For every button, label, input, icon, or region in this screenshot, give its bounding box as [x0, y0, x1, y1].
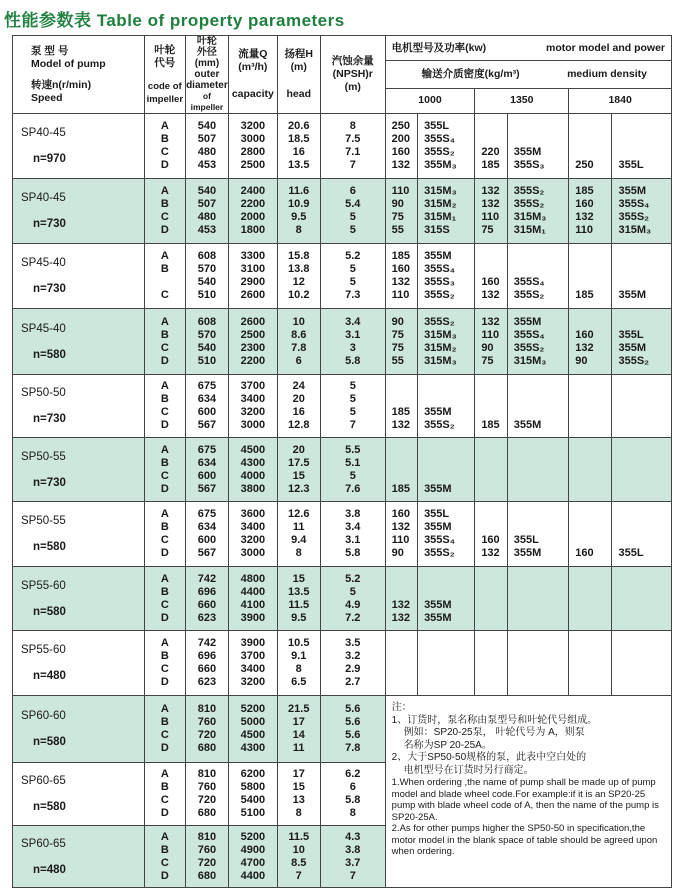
- npsh-cell: 4.3 3.8 3.7 7: [320, 826, 385, 888]
- pump-model: SP60-65: [21, 837, 66, 850]
- impeller-code-cell: A B C D: [144, 309, 185, 375]
- pump-model-cell: [13, 826, 145, 888]
- note-cn-1c: 名称为SP 20-25A。: [403, 739, 492, 751]
- motor-model-1840: 355L: [612, 114, 672, 179]
- motor-model-1350: [507, 631, 569, 696]
- pump-model: SP60-65: [21, 775, 66, 787]
- pump-model: SP50-55: [21, 515, 66, 527]
- pump-model: SP45-40: [21, 257, 66, 269]
- page-title: [4, 6, 345, 31]
- motor-model-1840: [612, 631, 672, 696]
- head-cell: 21.5 17 14 11: [277, 696, 320, 763]
- head-cell: 20 17.5 15 12.3: [277, 438, 320, 502]
- capacity-cell: 5200 5000 4500 4300: [229, 696, 278, 763]
- pump-speed: n=730: [33, 218, 66, 230]
- motor-power-1350: 160 132: [475, 244, 507, 309]
- motor-model-1000: 355L 355M 355S₄ 355S₂: [418, 502, 475, 567]
- pump-group-row: [13, 696, 672, 763]
- pump-group-row: [13, 179, 672, 244]
- motor-model-1350: 355S₂ 355S₂ 315M₃ 315M₁: [507, 179, 569, 244]
- motor-model-1000: 355M: [418, 438, 475, 502]
- motor-power-1840: [569, 631, 612, 696]
- pump-model-cell: [13, 244, 145, 309]
- head-cell: 15 13.5 11.5 9.5: [277, 567, 320, 631]
- motor-power-1000: 132 132: [385, 567, 417, 631]
- pump-model: SP55-60: [21, 579, 66, 592]
- notes-panel: [385, 696, 671, 888]
- motor-model-1000: [418, 631, 475, 696]
- diameter-cell: 675 634 600 567: [185, 375, 228, 438]
- head-cell: 12.6 11 9.4 8: [277, 502, 320, 567]
- head-cell: 24 20 16 12.8: [277, 375, 320, 438]
- motor-power-1840: [569, 438, 612, 502]
- pump-model-cell: [13, 375, 145, 438]
- pump-model-cell: [13, 502, 145, 567]
- diameter-cell: 540 507 480 453: [185, 114, 228, 179]
- diameter-cell: 742 696 660 623: [185, 567, 228, 631]
- note-cn-1: 1、订货时，泵名称由泵型号和叶轮代号组成。: [391, 714, 598, 726]
- diameter-cell: 810 760 720 680: [185, 826, 228, 888]
- note-en-1: 1.When ordering ,the name of pump shall be made up of pump model and blade wheel code.For example:if it is an SP20-25 pump with blade wheel code of A, then the name of the pump is SP20-25A.: [391, 777, 659, 823]
- head-cell: 15.8 13.8 12 10.2: [277, 244, 320, 309]
- motor-power-1350: 160 132: [475, 502, 507, 567]
- motor-model-1000: 355L 355S₄ 355S₂ 355M₃: [418, 114, 475, 179]
- motor-model-1840: 355L: [612, 502, 672, 567]
- impeller-code-cell: A B C D: [144, 567, 185, 631]
- motor-power-1840: 250: [569, 114, 612, 179]
- motor-model-1350: 355M 355S₄ 355S₂ 315M₃: [507, 309, 569, 375]
- pump-group-row: [13, 244, 672, 309]
- pump-speed: n=730: [33, 476, 66, 489]
- npsh-cell: 6 5.4 5 5: [320, 179, 385, 244]
- motor-power-1000: 250 200 160 132: [385, 114, 417, 179]
- motor-power-1000: [385, 631, 417, 696]
- capacity-cell: 4800 4400 4100 3900: [229, 567, 278, 631]
- header-density: 输送介质密度(kg/m³) medium density: [385, 61, 671, 89]
- pump-group-row: [13, 309, 672, 375]
- motor-power-1350: 185: [475, 375, 507, 438]
- motor-power-1840: 185: [569, 244, 612, 309]
- impeller-code-cell: A B C D: [144, 631, 185, 696]
- diameter-cell: 810 760 720 680: [185, 763, 228, 826]
- impeller-code-cell: A B C D: [144, 696, 185, 763]
- motor-model-1000: 355M 355S₄ 355S₃ 355S₂: [418, 244, 475, 309]
- motor-power-1350: [475, 567, 507, 631]
- motor-power-1350: 220 185: [475, 114, 507, 179]
- note-cn-2b: 电机型号在订货时另行商定。: [403, 764, 534, 776]
- npsh-cell: 3.5 3.2 2.9 2.7: [320, 631, 385, 696]
- capacity-cell: 3700 3400 3200 3000: [229, 375, 278, 438]
- impeller-code-cell: A B C D: [144, 502, 185, 567]
- title-cn: 性能参数表: [4, 11, 92, 31]
- capacity-cell: 6200 5800 5400 5100: [229, 763, 278, 826]
- pump-speed: n=580: [33, 541, 66, 553]
- motor-power-1840: 160: [569, 502, 612, 567]
- property-table: [12, 35, 672, 888]
- motor-model-1000: 355M 355S₂: [418, 375, 475, 438]
- npsh-cell: 5.2 5 4.9 7.2: [320, 567, 385, 631]
- head-cell: 10 8.6 7.8 6: [277, 309, 320, 375]
- capacity-cell: 4500 4300 4000 3800: [229, 438, 278, 502]
- impeller-code-cell: A B C: [144, 244, 185, 309]
- impeller-code-cell: A B C D: [144, 114, 185, 179]
- header-head: 扬程H (m) head: [277, 36, 320, 114]
- diameter-cell: 675 634 600 567: [185, 438, 228, 502]
- header-npsh: 汽蚀余量 (NPSH)r (m): [320, 36, 385, 114]
- motor-model-1350: 355L 355M: [507, 502, 569, 567]
- impeller-code-cell: A B C D: [144, 375, 185, 438]
- pump-group-row: [13, 631, 672, 696]
- motor-power-1000: 160 132 110 90: [385, 502, 417, 567]
- motor-power-1350: 132 132 110 75: [475, 179, 507, 244]
- pump-model-cell: [13, 696, 145, 763]
- diameter-cell: 675 634 600 567: [185, 502, 228, 567]
- pump-group-row: [13, 114, 672, 179]
- pump-group-row: [13, 502, 672, 567]
- head-cell: 11.5 10 8.5 7: [277, 826, 320, 888]
- head-cell: 11.6 10.9 9.5 8: [277, 179, 320, 244]
- capacity-cell: 5200 4900 4700 4400: [229, 826, 278, 888]
- pump-model: SP45-40: [21, 322, 66, 335]
- pump-model-cell: [13, 438, 145, 502]
- npsh-cell: 5.6 5.6 5.6 7.8: [320, 696, 385, 763]
- capacity-cell: 3600 3400 3200 3000: [229, 502, 278, 567]
- head-cell: 17 15 13 8: [277, 763, 320, 826]
- pump-model: SP55-60: [21, 644, 66, 656]
- motor-model-1840: 355L 355M 355S₂: [612, 309, 672, 375]
- pump-speed: n=580: [33, 736, 66, 748]
- header-diameter: 叶轮 外径 (mm) outer diameter of impeller: [186, 36, 228, 112]
- pump-model-cell: [13, 309, 145, 375]
- motor-model-1350: 355M 355S₃: [507, 114, 569, 179]
- motor-power-1840: [569, 375, 612, 438]
- diameter-cell: 540 507 480 453: [185, 179, 228, 244]
- motor-power-1000: 185 132: [385, 375, 417, 438]
- motor-power-1000: 185 160 132 110: [385, 244, 417, 309]
- header-impeller-code: 叶轮 代号 code of impeller: [144, 36, 185, 114]
- pump-speed: n=730: [33, 413, 66, 425]
- npsh-cell: 6.2 6 5.8 8: [320, 763, 385, 826]
- pump-model-cell: [13, 114, 145, 179]
- density-1000: 1000: [385, 88, 475, 113]
- pump-model-cell: [13, 631, 145, 696]
- pump-speed: n=580: [33, 801, 66, 813]
- note-cn-2: 2、大于SP50-50规格的泵，此表中空白处的: [391, 752, 587, 763]
- head-cell: 20.6 18.5 16 13.5: [277, 114, 320, 179]
- npsh-cell: 3.8 3.4 3.1 5.8: [320, 502, 385, 567]
- pump-model: SP50-55: [21, 450, 66, 463]
- density-1840: 1840: [569, 88, 672, 113]
- pump-model: SP40-45: [21, 127, 66, 139]
- pump-model: SP40-45: [21, 192, 66, 204]
- header-pump-model: 泵 型 号 Model of pump 转速n(r/min) Speed: [13, 36, 145, 114]
- diameter-cell: 608 570 540 510: [185, 244, 228, 309]
- pump-group-row: [13, 438, 672, 502]
- pump-model: SP60-60: [21, 710, 66, 722]
- motor-model-1000: 355S₂ 315M₃ 315M₂ 315M₃: [418, 309, 475, 375]
- motor-power-1350: 132 110 90 75: [475, 309, 507, 375]
- motor-power-1000: 185: [385, 438, 417, 502]
- motor-power-1000: 90 75 75 55: [385, 309, 417, 375]
- note-en-2: 2.As for other pumps higher the SP50-50 in specification,the motor model in the blank space of table should be agreed upon when ordering.: [391, 823, 658, 857]
- capacity-cell: 3300 3100 2900 2600: [229, 244, 278, 309]
- motor-model-1840: 355M: [612, 244, 672, 309]
- motor-model-1000: 315M₃ 315M₂ 315M₁ 315S: [418, 179, 475, 244]
- impeller-code-cell: A B C D: [144, 826, 185, 888]
- motor-model-1840: 355M 355S₄ 355S₂ 315M₃: [612, 179, 672, 244]
- diameter-cell: 810 760 720 680: [185, 696, 228, 763]
- motor-power-1840: [569, 567, 612, 631]
- npsh-cell: 5.2 5 5 7.3: [320, 244, 385, 309]
- motor-model-1350: [507, 567, 569, 631]
- head-cell: 10.5 9.1 8 6.5: [277, 631, 320, 696]
- pump-speed: n=580: [33, 605, 66, 618]
- diameter-cell: 608 570 540 510: [185, 309, 228, 375]
- pump-group-row: [13, 375, 672, 438]
- impeller-code-cell: A B C D: [144, 438, 185, 502]
- motor-model-1840: [612, 438, 672, 502]
- note-cn-1b: 例如：SP20-25泵， 叶轮代号为 A，则泵: [403, 727, 585, 738]
- pump-model: SP50-50: [21, 387, 66, 399]
- npsh-cell: 5 5 5 7: [320, 375, 385, 438]
- notes-label: 注：: [391, 702, 412, 713]
- npsh-cell: 3.4 3.1 3 5.8: [320, 309, 385, 375]
- density-1350: 1350: [475, 88, 569, 113]
- title-en: Table of property parameters: [96, 11, 345, 30]
- pump-model-cell: [13, 567, 145, 631]
- pump-speed: n=480: [33, 863, 66, 876]
- motor-model-1000: 355M 355M: [418, 567, 475, 631]
- pump-model-cell: [13, 179, 145, 244]
- diameter-cell: 742 696 660 623: [185, 631, 228, 696]
- pump-speed: n=480: [33, 670, 66, 682]
- motor-power-1350: [475, 631, 507, 696]
- motor-model-1350: 355S₄ 355S₂: [507, 244, 569, 309]
- pump-model-cell: [13, 763, 145, 826]
- npsh-cell: 5.5 5.1 5 7.6: [320, 438, 385, 502]
- motor-model-1350: [507, 438, 569, 502]
- motor-power-1840: 185 160 132 110: [569, 179, 612, 244]
- capacity-cell: 2600 2500 2300 2200: [229, 309, 278, 375]
- pump-speed: n=580: [33, 348, 66, 361]
- header-motor: 电机型号及功率(kw) motor model and power: [385, 36, 671, 61]
- npsh-cell: 8 7.5 7.1 7: [320, 114, 385, 179]
- impeller-code-cell: A B C D: [144, 763, 185, 826]
- header-row-1: [13, 36, 672, 61]
- pump-group-row: [13, 567, 672, 631]
- motor-model-1350: 355M: [507, 375, 569, 438]
- motor-power-1840: 160 132 90: [569, 309, 612, 375]
- capacity-cell: 2400 2200 2000 1800: [229, 179, 278, 244]
- motor-model-1840: [612, 567, 672, 631]
- capacity-cell: 3200 3000 2800 2500: [229, 114, 278, 179]
- capacity-cell: 3900 3700 3400 3200: [229, 631, 278, 696]
- pump-speed: n=970: [33, 153, 66, 165]
- motor-model-1840: [612, 375, 672, 438]
- motor-power-1000: 110 90 75 55: [385, 179, 417, 244]
- header-capacity: 流量Q (m³/h) capacity: [229, 36, 278, 114]
- impeller-code-cell: A B C D: [144, 179, 185, 244]
- motor-power-1350: [475, 438, 507, 502]
- pump-speed: n=730: [33, 283, 66, 295]
